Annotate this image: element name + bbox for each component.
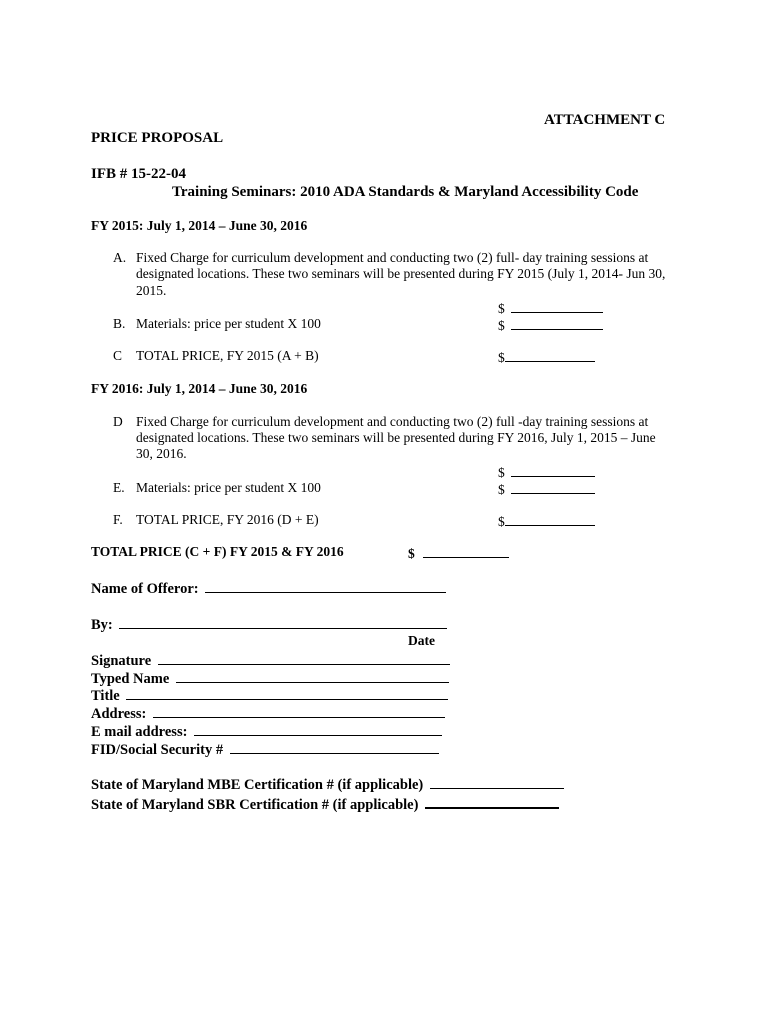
- subject-title: Training Seminars: 2010 ADA Standards & Maryland Accessibility Code: [172, 184, 639, 200]
- item-a-line3: 2015.: [136, 283, 167, 298]
- item-b-price-line: [511, 316, 603, 330]
- item-d-line2: designated locations. These two seminars will be presented during FY 2016, July 1, 2015 – June: [136, 430, 656, 445]
- mbe-certification-field[interactable]: [91, 775, 564, 794]
- item-c-label: TOTAL PRICE, FY 2015 (A + B): [136, 348, 319, 363]
- item-d-price-line: [511, 463, 595, 477]
- by-label: By:: [91, 617, 113, 633]
- item-d-line3: 30, 2016.: [136, 446, 187, 461]
- fy2015-heading: FY 2015: July 1, 2014 – June 30, 2016: [91, 218, 308, 233]
- mbe-certification-label: State of Maryland MBE Certification # (if applicable): [91, 777, 424, 793]
- dollar-sign: $: [498, 465, 505, 480]
- sbr-certification-label: State of Maryland SBR Certification # (if applicable): [91, 797, 419, 813]
- item-d-price-field[interactable]: [498, 463, 595, 481]
- item-b-marker: B.: [113, 316, 126, 331]
- item-d-marker: D: [113, 414, 123, 429]
- attachment-label: ATTACHMENT C: [544, 112, 666, 128]
- typed-name-label: Typed Name: [91, 671, 170, 687]
- item-e-label: Materials: price per student X 100: [136, 480, 321, 495]
- dollar-sign: $: [498, 482, 505, 497]
- title-label: Title: [91, 688, 120, 704]
- signature-line: [158, 651, 450, 665]
- ifb-number: IFB # 15-22-04: [91, 166, 186, 182]
- grand-total-label: TOTAL PRICE (C + F) FY 2015 & FY 2016: [91, 544, 344, 559]
- item-e-price-field[interactable]: [498, 480, 595, 498]
- offeror-name-label: Name of Offeror:: [91, 581, 199, 597]
- item-f-label: TOTAL PRICE, FY 2016 (D + E): [136, 512, 319, 527]
- fid-label: FID/Social Security #: [91, 742, 224, 758]
- signature-field[interactable]: [91, 651, 450, 670]
- fid-line: [230, 740, 439, 754]
- email-label: E mail address:: [91, 724, 188, 740]
- item-e-marker: E.: [113, 480, 125, 495]
- item-c-price-field[interactable]: [498, 348, 595, 366]
- item-f-price-field[interactable]: [498, 512, 595, 530]
- item-d-line1: Fixed Charge for curriculum development and conducting two (2) full -day training sessions at: [136, 414, 649, 429]
- item-a-line2: designated locations. These two seminars will be presented during FY 2015 (July 1, 2014- Jun 30,: [136, 266, 666, 281]
- address-line: [153, 704, 445, 718]
- dollar-sign: $: [498, 514, 505, 529]
- dollar-sign: $: [498, 318, 505, 333]
- item-a-price-line: [511, 299, 603, 313]
- address-label: Address:: [91, 706, 147, 722]
- title-line: [126, 686, 448, 700]
- date-label: Date: [408, 633, 435, 648]
- item-b-price-field[interactable]: [498, 316, 603, 334]
- item-c-marker: C: [113, 348, 123, 363]
- page-title: PRICE PROPOSAL: [91, 130, 224, 146]
- item-f-price-line: [505, 512, 595, 526]
- email-field[interactable]: [91, 722, 442, 741]
- address-field[interactable]: [91, 704, 445, 723]
- title-field[interactable]: [91, 686, 448, 705]
- by-line: [119, 615, 447, 629]
- item-a-price-field[interactable]: [498, 299, 603, 317]
- typed-name-line: [176, 669, 449, 683]
- item-e-price-line: [511, 480, 595, 494]
- signature-label: Signature: [91, 653, 152, 669]
- dollar-sign: $: [408, 546, 415, 561]
- mbe-certification-line: [430, 775, 564, 789]
- dollar-sign: $: [498, 301, 505, 316]
- grand-total-price-field[interactable]: [408, 544, 509, 562]
- by-field[interactable]: [91, 615, 447, 634]
- item-a-line1: Fixed Charge for curriculum development and conducting two (2) full- day training sessions at: [136, 250, 649, 265]
- sbr-certification-line: [425, 794, 559, 809]
- sbr-certification-field[interactable]: [91, 794, 559, 814]
- item-f-marker: F.: [113, 512, 123, 527]
- offeror-name-line: [205, 579, 446, 593]
- fid-field[interactable]: [91, 740, 439, 759]
- dollar-sign: $: [498, 350, 505, 365]
- item-b-label: Materials: price per student X 100: [136, 316, 321, 331]
- item-a-marker: A.: [113, 250, 127, 265]
- offeror-name-field[interactable]: [91, 579, 446, 598]
- item-c-price-line: [505, 348, 595, 362]
- email-line: [194, 722, 442, 736]
- grand-total-price-line: [423, 544, 509, 558]
- fy2016-heading: FY 2016: July 1, 2014 – June 30, 2016: [91, 381, 308, 396]
